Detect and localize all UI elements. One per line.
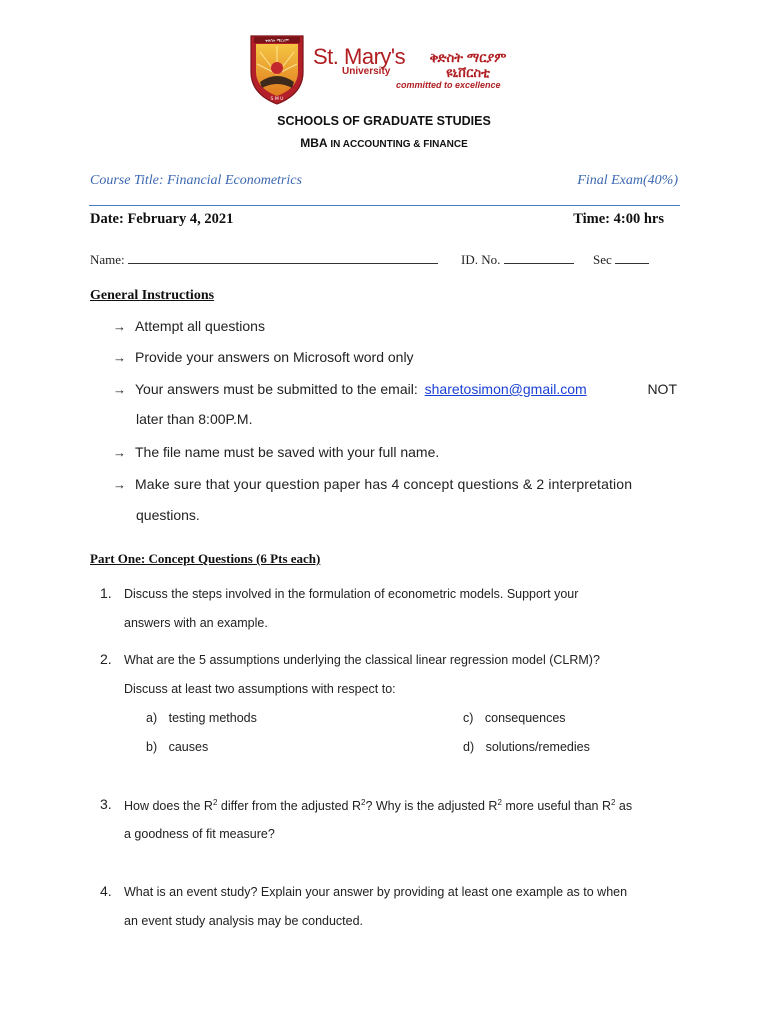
header-divider [89,205,680,206]
question-text: an event study analysis may be conducted. [124,914,364,928]
id-label: ID. No. [461,252,501,267]
instruction-item [113,311,265,342]
section-blank[interactable] [615,253,649,264]
question-text: Discuss the steps involved in the formulation of econometric models. Support your [124,587,579,601]
id-blank[interactable] [504,253,574,264]
university-name: St. Mary's [313,44,406,69]
school-heading: SCHOOLS OF GRADUATE STUDIES [277,114,491,128]
question-text: How does the $R^2$ differ from the adjusted $R^2$? Why is the adjusted $R^2$ more useful than $R^2$ as [124,798,633,814]
arrow-icon: → [113,350,126,365]
option-label: b) [146,740,158,754]
option-text: consequences [484,711,566,725]
instruction-continuation: later than 8:00P.M. [136,411,253,427]
instruction-item [113,437,439,468]
instruction-item [113,342,414,373]
name-blank[interactable] [128,253,438,264]
question-text: What is an event study? Explain your answer by providing at least one example as to when [124,885,628,899]
university-logo [246,32,308,106]
arrow-icon: → [113,382,126,397]
arrow-icon: → [113,477,127,492]
option-label: d) [463,740,475,754]
name-field[interactable] [90,252,438,268]
exam-date: Date: February 4, 2021 [90,211,234,227]
instruction-text: NOT [647,381,677,397]
instruction-text: Attempt all questions [135,318,265,334]
instruction-item [113,469,677,500]
exam-time: Time: 4:00 hrs [573,211,664,227]
university-motto: committed to excellence [396,80,501,90]
section-label: Sec [593,252,612,267]
svg-text:S M U: S M U [270,97,284,102]
instruction-text: Make sure that your question paper has 4 concept questions & 2 interpretation [135,476,633,492]
exam-weight: Final Exam(40%) [577,173,678,188]
part-one-heading: Part One: Concept Questions (6 Pts each) [90,551,321,566]
name-label: Name: [90,252,125,267]
question-text: What are the 5 assumptions underlying the classical linear regression model (CLRM)? [124,653,600,667]
instruction-continuation: questions. [136,507,200,523]
instruction-item [113,374,677,405]
general-instructions-heading: General Instructions [90,288,215,303]
question-number: 2. [100,651,112,667]
instruction-text: Provide your answers on Microsoft word only [135,349,414,365]
option-a [146,711,257,725]
course-title: Course Title: Financial Econometrics [90,173,302,188]
option-b [146,740,208,754]
university-name-amharic: ቅድስት ማርያም ዩኒቨርስቲ [429,50,507,80]
arrow-icon: → [113,445,126,460]
instruction-text: The file name must be saved with your full name. [135,444,440,460]
program-main: MBA [300,136,328,150]
option-label: c) [463,711,474,725]
question-number: 4. [100,883,112,899]
program-heading [0,136,768,150]
instruction-text: Your answers must be submitted to the email: [135,381,418,397]
option-label: a) [146,711,158,725]
option-d [463,740,590,754]
svg-text:ቅድስት ማርያም: ቅድስት ማርያም [265,38,289,43]
option-text: causes [168,740,209,754]
university-subtitle: University [342,66,391,77]
question-text: answers with an example. [124,616,268,630]
option-text: solutions/remedies [485,740,590,754]
question-text: Discuss at least two assumptions with respect to: [124,682,396,696]
id-field[interactable] [461,252,574,268]
program-rest: IN ACCOUNTING & FINANCE [327,139,468,150]
question-number: 1. [100,585,112,601]
question-number: 3. [100,796,112,812]
arrow-icon: → [113,319,126,334]
option-text: testing methods [168,711,257,725]
question-text: a goodness of fit measure? [124,827,275,841]
section-field[interactable] [593,252,649,268]
option-c [463,711,566,725]
submission-email-link[interactable]: sharetosimon@gmail.com [424,381,587,397]
